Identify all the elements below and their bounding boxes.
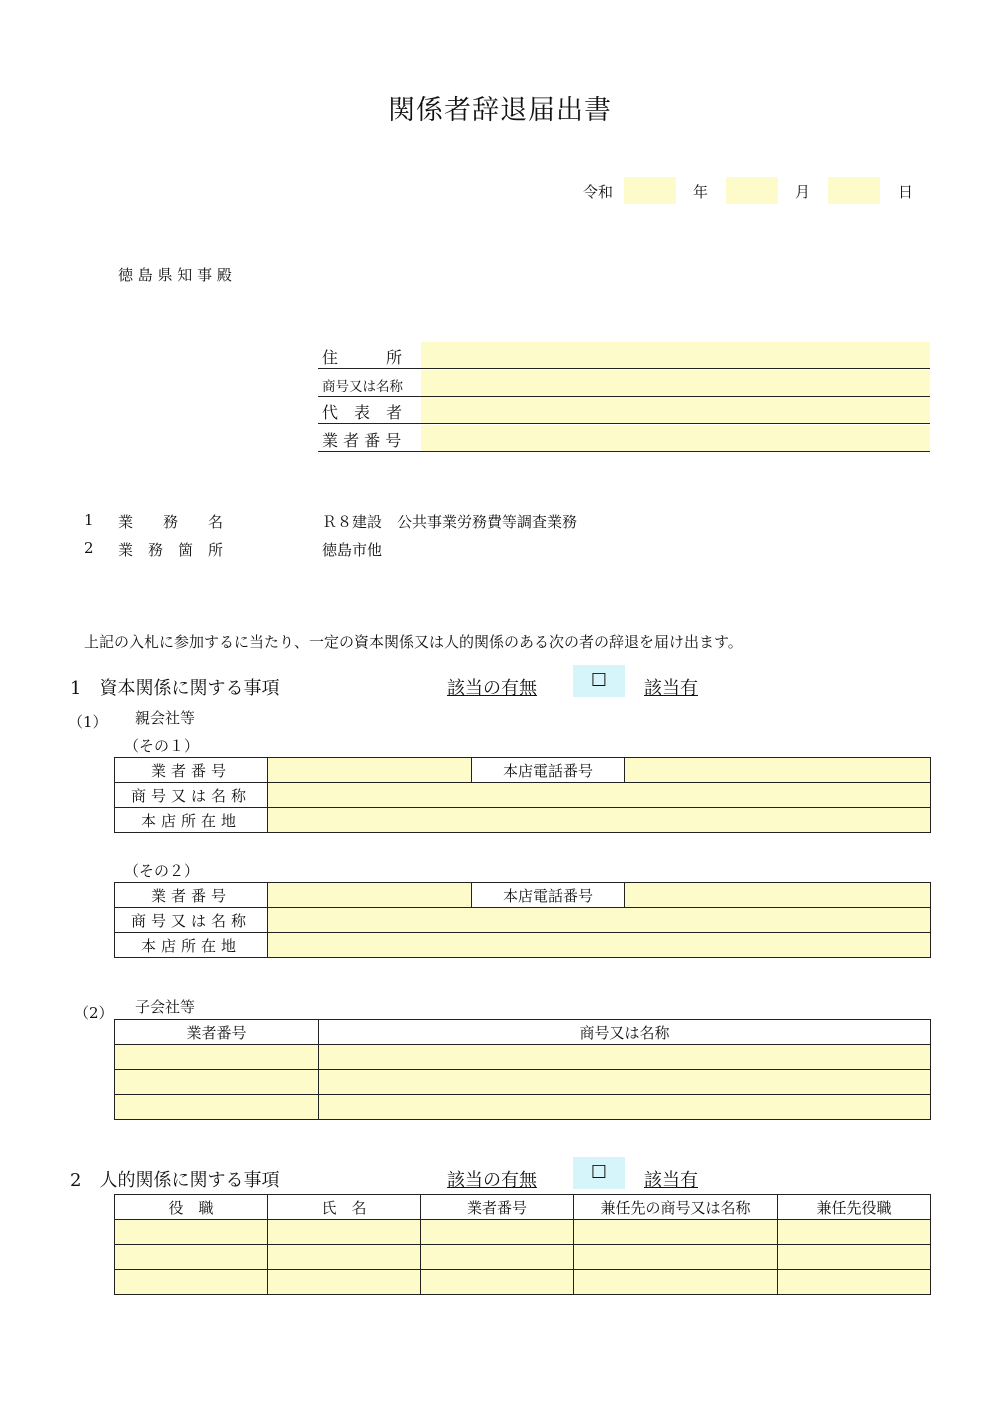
applicant-name-field[interactable] <box>421 370 930 396</box>
personnel-col-name: 氏 名 <box>268 1195 421 1220</box>
addressee: 徳 島 県 知 事 殿 <box>118 266 232 284</box>
parent-sub2: （その２） <box>124 862 200 880</box>
parent-num: （1） <box>68 713 108 731</box>
table-row <box>115 1220 931 1245</box>
applicant-vendor-no-label: 業 者 番 号 <box>322 430 402 450</box>
parent2-vendor-no-label: 業者番号 <box>115 883 268 908</box>
parent1-name-label: 商号又は名称 <box>115 783 268 808</box>
section1-title: 1 資本関係に関する事項 <box>70 678 280 699</box>
applicant-rep-field[interactable] <box>421 397 930 423</box>
subsidiary-col-vendor-no: 業者番号 <box>115 1020 319 1045</box>
subsidiary-name-field[interactable] <box>319 1070 931 1095</box>
applicant-address-field[interactable] <box>421 342 930 368</box>
parent2-name-field[interactable] <box>268 908 931 933</box>
personnel-vendor-no-field[interactable] <box>421 1220 574 1245</box>
parent-table-2 <box>114 882 931 958</box>
section1-applicable-label: 該当の有無 <box>447 678 537 699</box>
parent1-vendor-no-field[interactable] <box>268 758 472 783</box>
personnel-name-field[interactable] <box>268 1220 421 1245</box>
applicant-vendor-no-field[interactable] <box>421 425 930 451</box>
applicant-name-label: 商号又は名称 <box>322 378 403 395</box>
subsidiary-name-field[interactable] <box>319 1095 931 1120</box>
section2-checkbox[interactable] <box>573 1157 625 1189</box>
project-1-value: Ｒ８建設 公共事業労務費等調査業務 <box>322 513 578 531</box>
personnel-col-position: 役 職 <box>115 1195 268 1220</box>
personnel-concurrent-position-field[interactable] <box>778 1270 931 1295</box>
project-2-label: 業 務 箇 所 <box>118 541 224 559</box>
parent-table-1 <box>114 757 931 833</box>
personnel-col-concurrent-position: 兼任先役職 <box>778 1195 931 1220</box>
section2-title: 2 人的関係に関する事項 <box>70 1170 280 1191</box>
project-1-label: 業 務 名 <box>118 513 224 531</box>
checkbox-icon: ☐ <box>590 1162 608 1183</box>
date-month-label: 月 <box>795 183 811 201</box>
project-1-num: 1 <box>84 511 94 529</box>
subsidiary-title: 子会社等 <box>135 998 196 1016</box>
section1-applicable-value: 該当有 <box>644 678 698 699</box>
parent2-location-field[interactable] <box>268 933 931 958</box>
subsidiary-vendor-no-field[interactable] <box>115 1070 319 1095</box>
table-row <box>115 1245 931 1270</box>
applicant-name-row <box>318 370 930 397</box>
table-row <box>115 1270 931 1295</box>
parent1-phone-field[interactable] <box>625 758 931 783</box>
personnel-concurrent-company-field[interactable] <box>574 1270 778 1295</box>
applicant-vendor-no-row <box>318 425 930 452</box>
personnel-concurrent-position-field[interactable] <box>778 1220 931 1245</box>
project-2-value: 徳島市他 <box>322 541 383 559</box>
page-title: 関係者辞退届出書 <box>388 95 612 126</box>
personnel-name-field[interactable] <box>268 1270 421 1295</box>
subsidiary-table <box>114 1019 931 1120</box>
personnel-position-field[interactable] <box>115 1245 268 1270</box>
parent2-phone-label: 本店電話番号 <box>472 883 625 908</box>
personnel-col-vendor-no: 業者番号 <box>421 1195 574 1220</box>
parent-title: 親会社等 <box>135 709 196 727</box>
project-2-num: 2 <box>84 539 94 557</box>
personnel-col-concurrent-company: 兼任先の商号又は名称 <box>574 1195 778 1220</box>
personnel-position-field[interactable] <box>115 1220 268 1245</box>
date-day-label: 日 <box>898 183 914 201</box>
parent2-name-label: 商号又は名称 <box>115 908 268 933</box>
parent1-location-label: 本店所在地 <box>115 808 268 833</box>
table-row <box>115 1045 931 1070</box>
checkbox-icon: ☐ <box>590 670 608 691</box>
subsidiary-col-name: 商号又は名称 <box>319 1020 931 1045</box>
date-year-field[interactable] <box>624 177 676 204</box>
date-day-field[interactable] <box>828 177 880 204</box>
personnel-vendor-no-field[interactable] <box>421 1245 574 1270</box>
personnel-concurrent-company-field[interactable] <box>574 1220 778 1245</box>
parent1-location-field[interactable] <box>268 808 931 833</box>
statement: 上記の入札に参加するに当たり、一定の資本関係又は人的関係のある次の者の辞退を届け出ます。 <box>84 633 743 651</box>
subsidiary-num: （2） <box>74 1004 114 1022</box>
date-year-label: 年 <box>693 183 709 201</box>
subsidiary-name-field[interactable] <box>319 1045 931 1070</box>
parent-sub1: （その１） <box>124 737 200 755</box>
personnel-table <box>114 1194 931 1295</box>
personnel-position-field[interactable] <box>115 1270 268 1295</box>
table-row <box>115 1095 931 1120</box>
date-month-field[interactable] <box>726 177 778 204</box>
personnel-name-field[interactable] <box>268 1245 421 1270</box>
subsidiary-vendor-no-field[interactable] <box>115 1045 319 1070</box>
applicant-address-label: 住 所 <box>322 348 403 367</box>
section2-applicable-value: 該当有 <box>644 1170 698 1191</box>
applicant-rep-row <box>318 397 930 424</box>
personnel-concurrent-company-field[interactable] <box>574 1245 778 1270</box>
section2-applicable-label: 該当の有無 <box>447 1170 537 1191</box>
parent1-name-field[interactable] <box>268 783 931 808</box>
parent2-location-label: 本店所在地 <box>115 933 268 958</box>
personnel-concurrent-position-field[interactable] <box>778 1245 931 1270</box>
date-era: 令和 <box>583 183 614 201</box>
applicant-address-row <box>318 342 930 369</box>
parent1-vendor-no-label: 業者番号 <box>115 758 268 783</box>
parent1-phone-label: 本店電話番号 <box>472 758 625 783</box>
parent2-phone-field[interactable] <box>625 883 931 908</box>
subsidiary-vendor-no-field[interactable] <box>115 1095 319 1120</box>
personnel-vendor-no-field[interactable] <box>421 1270 574 1295</box>
section1-checkbox[interactable] <box>573 665 625 697</box>
parent2-vendor-no-field[interactable] <box>268 883 472 908</box>
table-row <box>115 1070 931 1095</box>
applicant-rep-label: 代 表 者 <box>322 403 403 422</box>
